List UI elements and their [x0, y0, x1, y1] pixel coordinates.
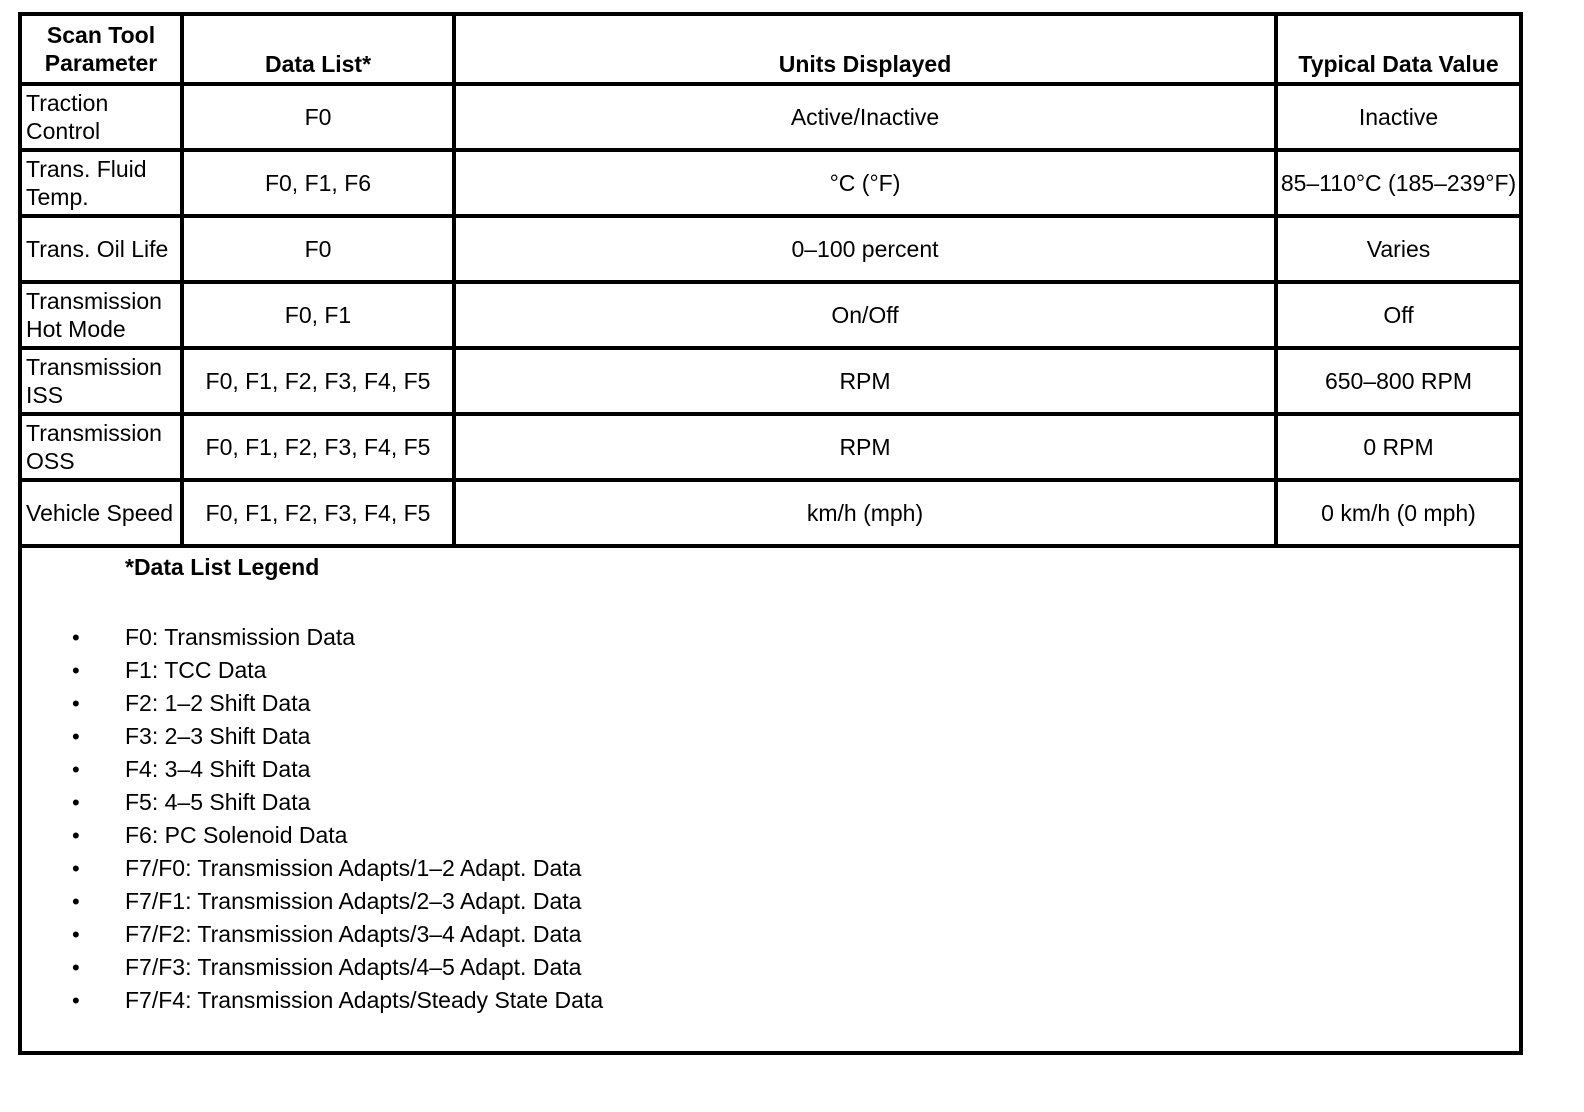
cell-typical-value: 0 km/h (0 mph) — [1276, 480, 1521, 546]
cell-typical-value: Varies — [1276, 216, 1521, 282]
bullet-icon: • — [72, 889, 80, 914]
list-item — [22, 951, 1519, 984]
legend-item-text: F3: 2–3 Shift Data — [125, 723, 311, 749]
legend-item-text: F7/F2: Transmission Adapts/3–4 Adapt. Data — [125, 921, 582, 947]
list-item — [22, 786, 1519, 819]
cell-typical-value: 85–110°C (185–239°F) — [1276, 150, 1521, 216]
cell-typical-value: 650–800 RPM — [1276, 348, 1521, 414]
list-item — [22, 885, 1519, 918]
cell-units: 0–100 percent — [454, 216, 1276, 282]
cell-data-list: F0, F1 — [182, 282, 454, 348]
legend-item-text: F4: 3–4 Shift Data — [125, 756, 311, 782]
legend-item-text: F7/F3: Transmission Adapts/4–5 Adapt. Data — [125, 954, 582, 980]
bullet-icon: • — [72, 658, 80, 683]
table-row — [20, 480, 1521, 546]
header-typical-value: Typical Data Value — [1276, 14, 1521, 84]
bullet-icon: • — [72, 856, 80, 881]
cell-typical-value: 0 RPM — [1276, 414, 1521, 480]
list-item — [22, 720, 1519, 753]
cell-data-list: F0, F1, F2, F3, F4, F5 — [182, 348, 454, 414]
cell-data-list: F0, F1, F6 — [182, 150, 454, 216]
legend-item-text: F2: 1–2 Shift Data — [125, 690, 311, 716]
table-row — [20, 348, 1521, 414]
bullet-icon: • — [72, 790, 80, 815]
cell-parameter: Trans. Fluid Temp. — [20, 150, 182, 216]
cell-typical-value: Off — [1276, 282, 1521, 348]
legend-item-text: F5: 4–5 Shift Data — [125, 789, 311, 815]
bullet-icon: • — [72, 625, 80, 650]
bullet-icon: • — [72, 823, 80, 848]
table-row — [20, 84, 1521, 150]
cell-parameter: Vehicle Speed — [20, 480, 182, 546]
bullet-icon: • — [72, 757, 80, 782]
legend-title: *Data List Legend — [125, 554, 320, 580]
cell-units: km/h (mph) — [454, 480, 1276, 546]
table-header-row — [20, 14, 1521, 84]
list-item — [22, 621, 1519, 654]
legend-item-text: F6: PC Solenoid Data — [125, 822, 348, 848]
cell-units: °C (°F) — [454, 150, 1276, 216]
scan-tool-data-table — [18, 12, 1523, 1055]
cell-units: On/Off — [454, 282, 1276, 348]
scan-tool-data-document — [18, 12, 1519, 1055]
list-item — [22, 852, 1519, 885]
cell-units: RPM — [454, 348, 1276, 414]
cell-data-list: F0, F1, F2, F3, F4, F5 — [182, 480, 454, 546]
table-row — [20, 282, 1521, 348]
legend-item-text: F7/F1: Transmission Adapts/2–3 Adapt. Data — [125, 888, 582, 914]
bullet-icon: • — [72, 955, 80, 980]
header-parameter: Scan Tool Parameter — [20, 14, 182, 84]
list-item — [22, 984, 1519, 1017]
table-row — [20, 414, 1521, 480]
cell-parameter: Transmission ISS — [20, 348, 182, 414]
cell-data-list: F0, F1, F2, F3, F4, F5 — [182, 414, 454, 480]
bullet-icon: • — [72, 988, 80, 1013]
list-item — [22, 918, 1519, 951]
header-data-list: Data List* — [182, 14, 454, 84]
header-units: Units Displayed — [454, 14, 1276, 84]
cell-parameter: Traction Control — [20, 84, 182, 150]
legend-item-text: F7/F0: Transmission Adapts/1–2 Adapt. Data — [125, 855, 582, 881]
list-item — [22, 819, 1519, 852]
cell-units: Active/Inactive — [454, 84, 1276, 150]
list-item — [22, 687, 1519, 720]
cell-data-list: F0 — [182, 84, 454, 150]
legend-item-text: F7/F4: Transmission Adapts/Steady State Data — [125, 987, 604, 1013]
list-item — [22, 753, 1519, 786]
cell-units: RPM — [454, 414, 1276, 480]
cell-parameter: Transmission OSS — [20, 414, 182, 480]
cell-parameter: Transmission Hot Mode — [20, 282, 182, 348]
legend-row — [20, 546, 1521, 1053]
table-row — [20, 150, 1521, 216]
list-item — [22, 654, 1519, 687]
legend-cell — [20, 546, 1521, 1053]
cell-data-list: F0 — [182, 216, 454, 282]
legend-list — [22, 621, 1519, 1017]
bullet-icon: • — [72, 691, 80, 716]
bullet-icon: • — [72, 724, 80, 749]
legend-item-text: F1: TCC Data — [125, 657, 267, 683]
table-row — [20, 216, 1521, 282]
cell-parameter: Trans. Oil Life — [20, 216, 182, 282]
cell-typical-value: Inactive — [1276, 84, 1521, 150]
legend-item-text: F0: Transmission Data — [125, 624, 356, 650]
bullet-icon: • — [72, 922, 80, 947]
